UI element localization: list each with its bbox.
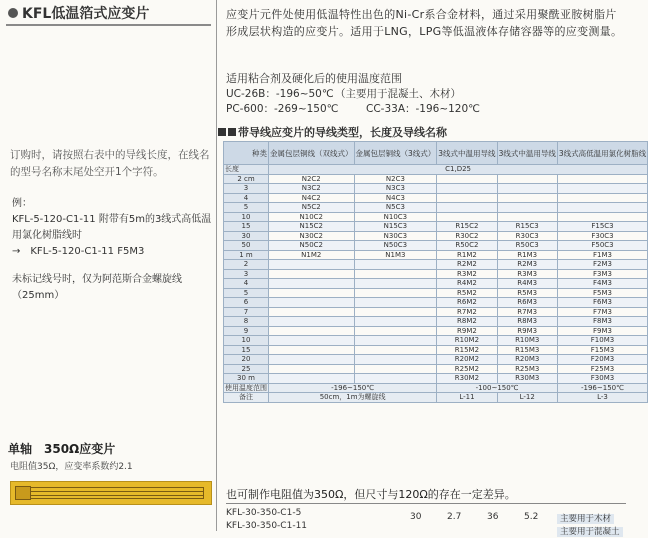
code-cell: R6M2: [437, 298, 497, 308]
table-row: [224, 193, 648, 203]
code-cell: [269, 345, 355, 355]
code-cell: [437, 184, 497, 194]
title-underline: [6, 24, 211, 26]
temp-range-cell: -196~150℃: [557, 383, 647, 393]
lead-wire-table: [223, 141, 648, 403]
length-cell: 4: [224, 279, 269, 289]
code-cell: R1M2: [437, 250, 497, 260]
length-cell: 30 m: [224, 374, 269, 384]
bottom-divider: [226, 503, 626, 504]
square-bullet-icon: [228, 128, 236, 136]
code-cell: [497, 212, 557, 222]
title-bullet-icon: [8, 8, 18, 18]
code-cell: F25M3: [557, 364, 647, 374]
code-cell: F4M3: [557, 279, 647, 289]
length-cell: 30: [224, 231, 269, 241]
length-cell: 3: [224, 184, 269, 194]
code-cell: [269, 374, 355, 384]
remark-cell: L-3: [557, 393, 647, 403]
code-cell: R2M2: [437, 260, 497, 270]
header-cell: 3线式中温用导线: [437, 142, 497, 165]
length-cell: 20: [224, 355, 269, 365]
table-row: [224, 374, 648, 384]
code-cell: N50C2: [269, 241, 355, 251]
code-cell: F7M3: [557, 307, 647, 317]
table-row: [224, 174, 648, 184]
code-cell: R15M2: [437, 345, 497, 355]
code-cell: R15C2: [437, 222, 497, 232]
code-cell: R30C2: [437, 231, 497, 241]
length-cell: 1 m: [224, 250, 269, 260]
code-cell: N2C2: [269, 174, 355, 184]
code-cell: [437, 193, 497, 203]
code-cell: [269, 269, 355, 279]
code-cell: R8M2: [437, 317, 497, 327]
table-corner: [224, 142, 269, 165]
code-cell: R15C3: [497, 222, 557, 232]
code-cell: R7M3: [497, 307, 557, 317]
code-cell: [557, 212, 647, 222]
code-cell: R8M3: [497, 317, 557, 327]
code-cell: R9M2: [437, 326, 497, 336]
temp-line-uc26b: UC-26B：-196~50℃: [226, 88, 334, 100]
code-cell: [497, 193, 557, 203]
code-cell: [269, 279, 355, 289]
code-cell: [269, 298, 355, 308]
table-row: [224, 279, 648, 289]
code-cell: F2M3: [557, 260, 647, 270]
table-row: [224, 250, 648, 260]
code-cell: [437, 174, 497, 184]
bottom-note: 也可制作电阻值为350Ω，但尺寸与120Ω的存在一定差异。: [226, 488, 516, 501]
code-cell: R50C2: [437, 241, 497, 251]
product-model: KFL-30-350-C1-5: [226, 508, 302, 518]
remark-cell: L-11: [437, 393, 497, 403]
page-title: KFL低温箔式应变片: [22, 6, 150, 22]
example-label: 例：: [12, 198, 32, 209]
code-cell: R4M2: [437, 279, 497, 289]
example-body: KFL-5-120-C1-11 附带有5m的3线式高低温用氯化树脂线时: [12, 214, 212, 241]
code-cell: [437, 203, 497, 213]
table-row: [224, 345, 648, 355]
table-row: [224, 269, 648, 279]
length-cell: 50: [224, 241, 269, 251]
temp-line-pc600: PC-600：-269~150℃: [226, 103, 339, 115]
temp-range-row: [224, 383, 648, 393]
table-row: [224, 298, 648, 308]
product-val: 30: [410, 512, 422, 522]
code-cell: [354, 279, 437, 289]
table-row: [224, 184, 648, 194]
code-cell: [354, 374, 437, 384]
code-cell: R4M3: [497, 279, 557, 289]
length-cell: 6: [224, 298, 269, 308]
example-arrow: → KFL-5-120-C1-11 F5M3: [12, 246, 145, 257]
remark-cell: L-12: [497, 393, 557, 403]
code-cell: R30C3: [497, 231, 557, 241]
code-cell: [269, 364, 355, 374]
column-divider: [216, 0, 217, 531]
length-cell: 15: [224, 345, 269, 355]
code-cell: R30M3: [497, 374, 557, 384]
example-block: [12, 196, 212, 260]
length-cell: 4: [224, 193, 269, 203]
code-cell: N15C2: [269, 222, 355, 232]
square-bullet-icon: [218, 128, 226, 136]
remark-row: [224, 393, 648, 403]
length-cell: 2: [224, 260, 269, 270]
product-val: 5.2: [524, 512, 539, 522]
code-cell: N5C3: [354, 203, 437, 213]
code-cell: N15C3: [354, 222, 437, 232]
code-cell: [354, 269, 437, 279]
table-heading: [218, 124, 447, 140]
code-cell: R2M3: [497, 260, 557, 270]
code-cell: [557, 174, 647, 184]
code-cell: N10C3: [354, 212, 437, 222]
table-row: [224, 260, 648, 270]
code-cell: F15M3: [557, 345, 647, 355]
length-cell: 5: [224, 288, 269, 298]
table-row: [224, 241, 648, 251]
code-cell: N30C3: [354, 231, 437, 241]
code-cell: [354, 336, 437, 346]
code-cell: F10M3: [557, 336, 647, 346]
code-cell: R3M2: [437, 269, 497, 279]
length-cell: 7: [224, 307, 269, 317]
table-row: [224, 307, 648, 317]
code-cell: [269, 336, 355, 346]
table-row: [224, 364, 648, 374]
code-cell: R20M3: [497, 355, 557, 365]
temp-range-cell: -196~150℃: [269, 383, 437, 393]
temp-heading: 适用粘合剂及硬化后的使用温度范围: [226, 72, 402, 85]
code-cell: [269, 317, 355, 327]
table-header-row: [224, 142, 648, 165]
table-subheader-row: [224, 165, 648, 175]
code-cell: R10M3: [497, 336, 557, 346]
length-cell: 2 cm: [224, 174, 269, 184]
code-cell: F6M3: [557, 298, 647, 308]
gauge-grid: [31, 487, 204, 499]
code-cell: R7M2: [437, 307, 497, 317]
code-cell: R10M2: [437, 336, 497, 346]
code-cell: [557, 184, 647, 194]
strain-gauge-image: [10, 481, 212, 505]
code-cell: F20M3: [557, 355, 647, 365]
code-cell: N4C2: [269, 193, 355, 203]
code-cell: F9M3: [557, 326, 647, 336]
code-cell: [497, 184, 557, 194]
code-cell: [269, 288, 355, 298]
code-cell: R5M3: [497, 288, 557, 298]
table-row: [224, 326, 648, 336]
product-val: 2.7: [447, 512, 462, 522]
order-note: 订购时，请按照右表中的导线长度，在线名的型号名称末尾处空开1个字符。: [10, 149, 210, 178]
table-row: [224, 355, 648, 365]
code-cell: R5M2: [437, 288, 497, 298]
product-use: [557, 519, 623, 538]
table-row: [224, 212, 648, 222]
code-cell: F3M3: [557, 269, 647, 279]
header-cell: 金属包层铜线（双线式）: [269, 142, 355, 165]
code-cell: N1M2: [269, 250, 355, 260]
code-cell: [354, 298, 437, 308]
length-cell: 15: [224, 222, 269, 232]
code-cell: [354, 288, 437, 298]
code-cell: [269, 307, 355, 317]
code-cell: N2C3: [354, 174, 437, 184]
code-cell: [354, 307, 437, 317]
product-use-text: 主要用于混凝土: [557, 527, 623, 537]
length-cell: 25: [224, 364, 269, 374]
code-cell: F1M3: [557, 250, 647, 260]
gauge-tab: [15, 486, 31, 500]
length-cell: 3: [224, 269, 269, 279]
code-cell: [269, 326, 355, 336]
length-cell: 9: [224, 326, 269, 336]
code-cell: [437, 212, 497, 222]
header-cell: 3线式中温用导线: [497, 142, 557, 165]
table-heading-text: 带导线应变片的导线类型，长度及导线名称: [238, 126, 447, 139]
length-cell: 10: [224, 336, 269, 346]
temp-line-cc33a: CC-33A：-196~120℃: [366, 103, 480, 115]
code-cell: R15M3: [497, 345, 557, 355]
intro-text: 应变片元件处使用低温特性出色的Ni-Cr系合金材料，通过采用聚酰亚胺树脂片形成层状构造的应变片。适用于LNG，LPG等低温液体存储容器等的应变测量。: [226, 8, 623, 38]
code-cell: N50C3: [354, 241, 437, 251]
temp-range-cell: -100~150℃: [437, 383, 558, 393]
code-cell: [497, 203, 557, 213]
product-model: KFL-30-350-C1-11: [226, 521, 308, 531]
code-cell: N3C3: [354, 184, 437, 194]
code-cell: F15C3: [557, 222, 647, 232]
code-cell: F30C3: [557, 231, 647, 241]
temp-line-uc26b-note: （主要用于混凝土、木材）: [335, 88, 461, 100]
table-row: [224, 288, 648, 298]
unmarked-note: 未标记线号时，仅为阿范斯合金螺旋线（25mm）: [12, 274, 182, 301]
code-cell: [354, 326, 437, 336]
header-cell: 3线式高低温用氯化树脂线: [557, 142, 647, 165]
corner-top: 种类: [252, 148, 267, 158]
code-cell: N30C2: [269, 231, 355, 241]
remark-cell: 备注: [224, 393, 269, 403]
code-cell: N5C2: [269, 203, 355, 213]
code-cell: [354, 364, 437, 374]
subheader-cell: C1,D25: [269, 165, 648, 175]
length-cell: 5: [224, 203, 269, 213]
code-cell: F5M3: [557, 288, 647, 298]
code-cell: R30M2: [437, 374, 497, 384]
code-cell: F8M3: [557, 317, 647, 327]
code-cell: [354, 345, 437, 355]
code-cell: R6M3: [497, 298, 557, 308]
code-cell: [497, 174, 557, 184]
code-cell: R20M2: [437, 355, 497, 365]
code-cell: [354, 317, 437, 327]
temp-range-cell: 使用温度范围: [225, 383, 267, 392]
code-cell: [269, 260, 355, 270]
code-cell: [557, 193, 647, 203]
product-val: 36: [487, 512, 499, 522]
code-cell: R9M3: [497, 326, 557, 336]
product-use-text: 主要用于木材: [557, 514, 614, 524]
code-cell: R3M3: [497, 269, 557, 279]
code-cell: R25M2: [437, 364, 497, 374]
code-cell: N3C2: [269, 184, 355, 194]
table-row: [224, 222, 648, 232]
code-cell: F50C3: [557, 241, 647, 251]
code-cell: N4C3: [354, 193, 437, 203]
code-cell: [354, 260, 437, 270]
single-axis-title: 单轴 350Ω应变片: [8, 442, 116, 456]
code-cell: [557, 203, 647, 213]
code-cell: R50C3: [497, 241, 557, 251]
single-axis-sub: 电阻值35Ω，应变率系数约2.1: [10, 462, 133, 472]
code-cell: R1M3: [497, 250, 557, 260]
table-row: [224, 336, 648, 346]
remark-cell: 50cm，1m为螺旋线: [269, 393, 437, 403]
code-cell: R25M3: [497, 364, 557, 374]
corner-bottom: 长度: [224, 165, 269, 175]
code-cell: N10C2: [269, 212, 355, 222]
code-cell: N1M3: [354, 250, 437, 260]
table-row: [224, 231, 648, 241]
length-cell: 8: [224, 317, 269, 327]
header-cell: 金属包层铜线（3线式）: [354, 142, 437, 165]
table-row: [224, 317, 648, 327]
code-cell: [354, 355, 437, 365]
table-row: [224, 203, 648, 213]
code-cell: [269, 355, 355, 365]
code-cell: F30M3: [557, 374, 647, 384]
length-cell: 10: [224, 212, 269, 222]
